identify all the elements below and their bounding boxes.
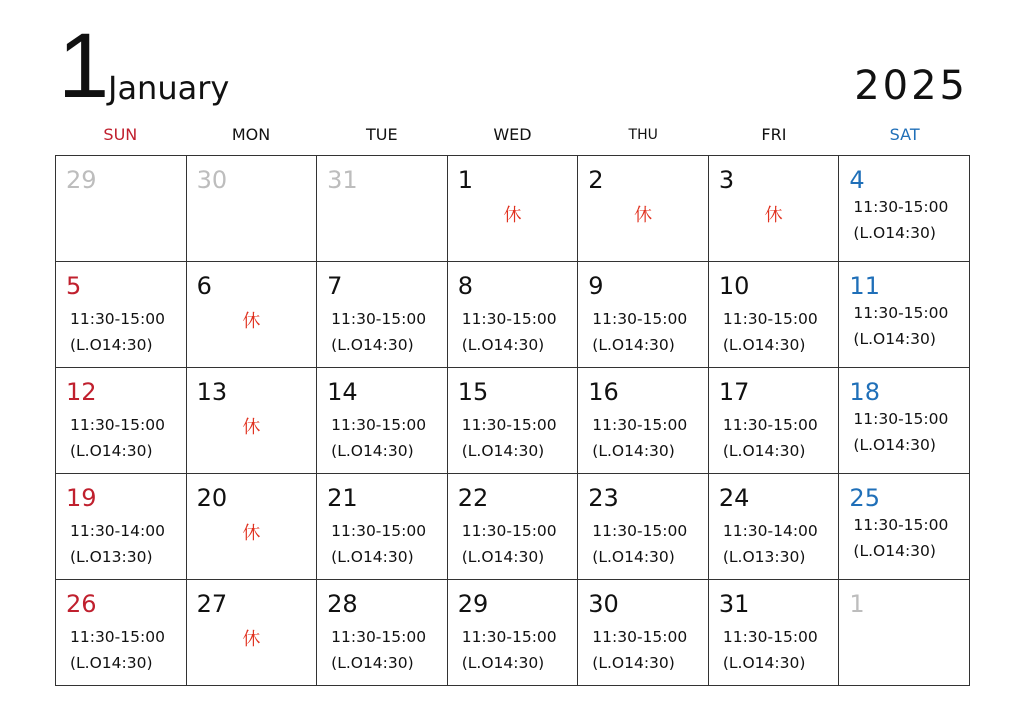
day-number: 23 [588,484,619,512]
calendar-day-cell [709,368,840,474]
hours-range: 11:30-15:00 [722,416,818,434]
hours-range: 11:30-15:00 [722,628,818,646]
last-order: (L.O14:30) [331,336,414,354]
last-order: (L.O14:30) [722,442,806,460]
weekday-mon: MON [231,125,271,144]
day-number: 18 [849,378,880,406]
calendar-day-cell [839,474,970,580]
calendar-day-cell [317,368,448,474]
last-order: (L.O14:30) [461,548,545,566]
month-number: 1 [58,15,110,117]
opening-hours [70,624,165,676]
last-order: (L.O14:30) [331,654,414,672]
day-number: 14 [327,378,358,406]
closed-label: 休 [764,205,783,226]
calendar-day-cell [56,474,187,580]
calendar-day-cell [187,368,318,474]
day-number: 1 [849,590,865,618]
calendar-day-cell [317,580,448,686]
day-number: 11 [849,272,880,300]
day-number: 21 [327,484,358,512]
opening-hours [723,306,818,358]
calendar-day-cell [448,580,579,686]
calendar-day-cell [709,262,840,368]
opening-hours [70,306,165,358]
opening-hours [462,306,557,358]
last-order: (L.O14:30) [853,330,936,348]
last-order: (L.O14:30) [331,548,414,566]
weekday-fri: FRI [761,125,787,144]
hours-range: 11:30-15:00 [461,310,557,328]
opening-hours [853,406,948,458]
day-number: 9 [588,272,604,300]
calendar-day-cell [839,580,970,686]
closed-label: 休 [242,629,261,650]
day-number: 2 [588,166,604,194]
hours-range: 11:30-15:00 [331,310,427,328]
opening-hours [853,194,948,246]
opening-hours [462,518,557,570]
day-number: 6 [196,272,212,300]
hours-range: 11:30-15:00 [70,416,165,434]
weekday-wed: WED [493,125,532,144]
closed-label: 休 [242,523,261,544]
calendar-day-cell [448,156,579,262]
calendar-day-cell [56,580,187,686]
calendar-day-cell [839,156,970,262]
calendar-day-cell [56,262,187,368]
opening-hours [331,412,426,464]
hours-range: 11:30-15:00 [461,522,557,540]
calendar-day-cell [187,262,318,368]
last-order: (L.O14:30) [592,442,675,460]
hours-range: 11:30-15:00 [592,522,688,540]
calendar-day-cell [578,580,709,686]
weekday-sat: SAT [889,125,920,144]
opening-hours [592,624,687,676]
last-order: (L.O14:30) [722,654,806,672]
last-order: (L.O14:30) [853,436,936,454]
opening-hours [331,306,426,358]
day-number: 31 [718,590,750,618]
last-order: (L.O14:30) [461,336,545,354]
hours-range: 11:30-15:00 [592,628,688,646]
opening-hours [592,306,687,358]
opening-hours [331,518,426,570]
opening-hours [592,518,687,570]
opening-hours [70,518,165,570]
calendar-day-cell [448,474,579,580]
last-order: (L.O14:30) [70,442,153,460]
weekday-header [55,120,970,150]
day-number: 7 [327,272,343,300]
day-number: 13 [196,378,228,406]
day-number: 24 [718,484,750,512]
calendar-day-cell [448,262,579,368]
hours-range: 11:30-15:00 [592,416,688,434]
calendar-day-cell [839,262,970,368]
hours-range: 11:30-15:00 [331,522,427,540]
opening-hours [462,412,557,464]
opening-hours [592,412,687,464]
opening-hours [853,512,948,564]
calendar-day-cell [317,156,448,262]
hours-range: 11:30-15:00 [70,628,165,646]
calendar-day-cell [317,262,448,368]
day-number: 16 [588,378,619,406]
hours-range: 11:30-15:00 [331,416,427,434]
calendar-day-cell [578,474,709,580]
weekday-thu: THU [628,127,658,143]
calendar-day-cell [187,156,318,262]
hours-range: 11:30-15:00 [461,628,557,646]
hours-range: 11:30-14:00 [722,522,818,540]
last-order: (L.O14:30) [853,542,936,560]
year: 2025 [854,63,968,109]
day-number: 29 [457,590,489,618]
day-number: 29 [66,166,97,194]
last-order: (L.O14:30) [461,654,545,672]
hours-range: 11:30-15:00 [853,304,949,322]
day-number: 25 [849,484,880,512]
day-number: 19 [66,484,97,512]
hours-range: 11:30-15:00 [70,310,165,328]
calendar-day-cell [187,474,318,580]
calendar-day-cell [578,368,709,474]
opening-hours [331,624,426,676]
day-number: 30 [588,590,619,618]
day-number: 10 [718,272,750,300]
day-number: 31 [327,166,358,194]
opening-hours [723,412,818,464]
hours-range: 11:30-15:00 [461,416,557,434]
hours-range: 11:30-15:00 [853,516,949,534]
closed-label: 休 [242,417,261,438]
opening-hours [723,624,818,676]
last-order: (L.O14:30) [461,442,545,460]
calendar-day-cell [578,156,709,262]
weekday-sun: SUN [103,125,138,144]
calendar-day-cell [839,368,970,474]
last-order: (L.O14:30) [722,336,806,354]
last-order: (L.O14:30) [70,336,153,354]
day-number: 8 [457,272,473,300]
closed-label: 休 [503,205,522,226]
last-order: (L.O13:30) [722,548,806,566]
calendar-day-cell [56,368,187,474]
day-number: 20 [196,484,228,512]
opening-hours [462,624,557,676]
weekday-tue: TUE [365,125,398,144]
day-number: 27 [196,590,228,618]
calendar-day-cell [578,262,709,368]
calendar-day-cell [448,368,579,474]
hours-range: 11:30-15:00 [722,310,818,328]
day-number: 15 [457,378,489,406]
calendar-day-cell [317,474,448,580]
day-number: 28 [327,590,358,618]
last-order: (L.O14:30) [592,336,675,354]
calendar-day-cell [56,156,187,262]
hours-range: 11:30-15:00 [592,310,688,328]
opening-hours [723,518,818,570]
day-number: 4 [849,166,865,194]
last-order: (L.O14:30) [853,224,936,242]
day-number: 12 [66,378,97,406]
last-order: (L.O14:30) [331,442,414,460]
calendar-day-cell [709,474,840,580]
calendar-day-cell [187,580,318,686]
calendar-day-cell [709,580,840,686]
hours-range: 11:30-14:00 [70,522,165,540]
day-number: 26 [66,590,97,618]
day-number: 3 [718,166,735,194]
closed-label: 休 [634,205,653,226]
day-number: 22 [457,484,489,512]
day-number: 5 [66,272,82,300]
day-number: 1 [457,166,473,194]
last-order: (L.O14:30) [592,654,675,672]
last-order: (L.O14:30) [70,654,153,672]
opening-hours [853,300,948,352]
hours-range: 11:30-15:00 [853,198,949,216]
month-name: January [108,69,230,107]
calendar-day-cell [709,156,840,262]
last-order: (L.O13:30) [70,548,153,566]
last-order: (L.O14:30) [592,548,675,566]
hours-range: 11:30-15:00 [853,410,949,428]
closed-label: 休 [242,311,261,332]
calendar-grid [55,155,970,686]
hours-range: 11:30-15:00 [331,628,427,646]
opening-hours [70,412,165,464]
day-number: 30 [196,166,228,194]
day-number: 17 [718,378,750,406]
